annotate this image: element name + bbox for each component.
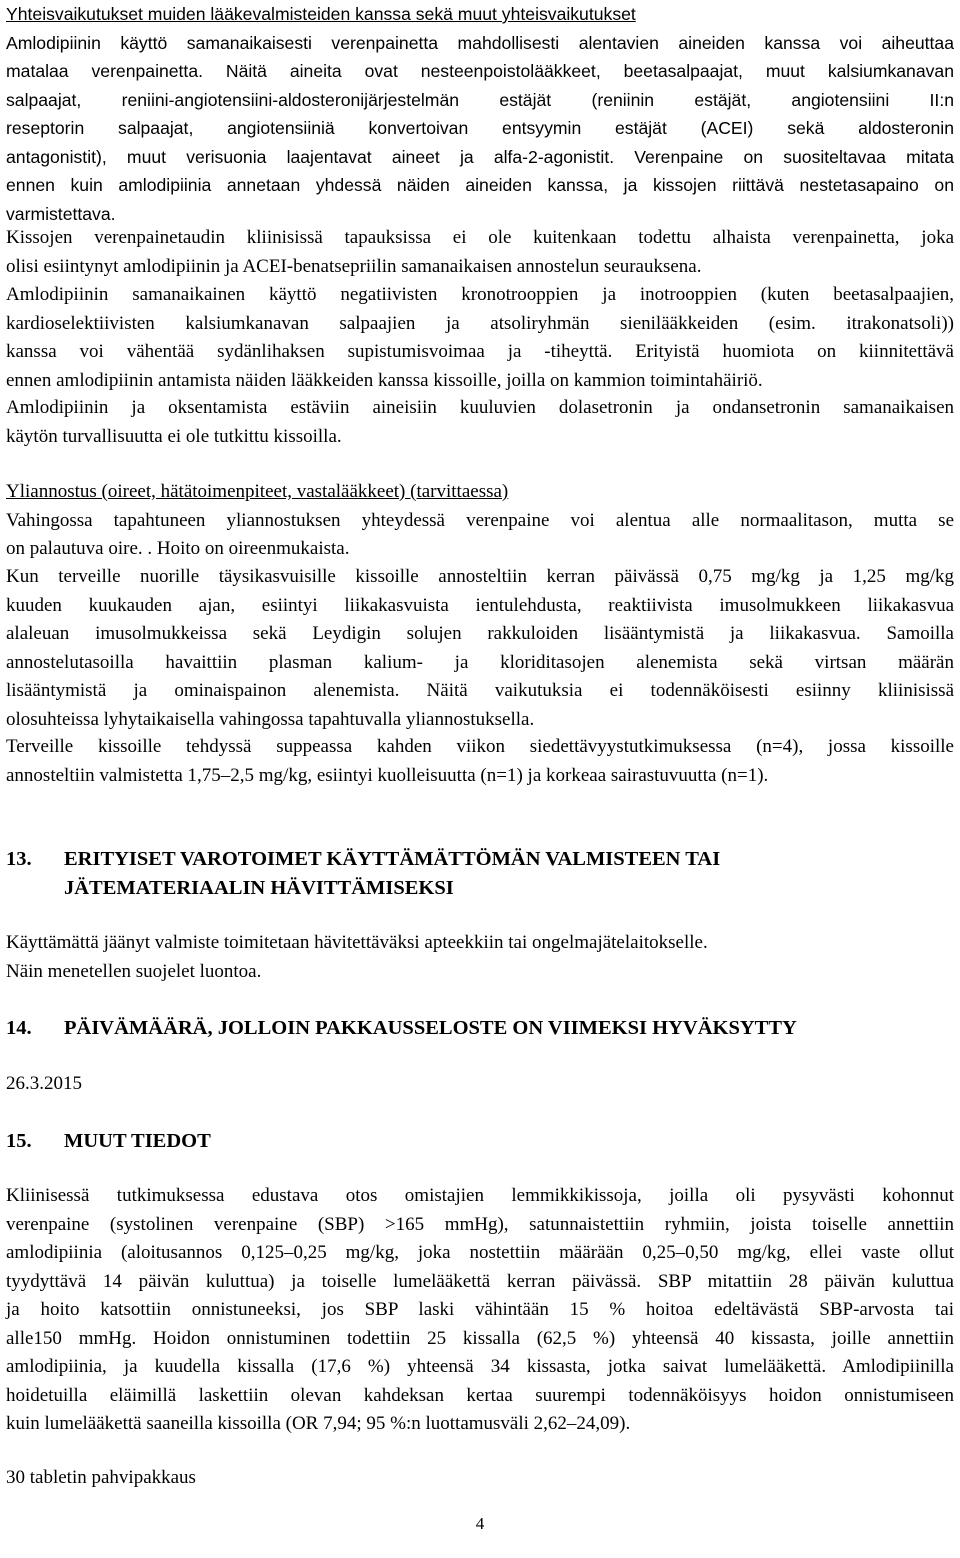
interactions-p4-line: Amlodipiinin ja oksentamista estäviin aineisiin kuuluvien dolasetronin ja ondansetronin samanaikaisen — [6, 397, 954, 418]
overdose-p2-line: annostelutasoilla havaittiin plasman kalium- ja kloriditasojen alenemista sekä virtsan määrän — [6, 651, 954, 673]
section-14-number: 14. — [6, 1017, 32, 1039]
interactions-p3-line: ennen amlodipiinin antamista näiden lääkkeiden kanssa kissoille, joilla on kammion toimintahäiriö. — [6, 369, 763, 391]
overdose-p3-line: Terveille kissoille tehdyssä suppeassa kahden viikon siedettävyystutkimuksessa (n=4), jossa kissoille — [6, 736, 954, 757]
section-13-line: Näin menetellen suojelet luontoa. — [6, 960, 262, 982]
interactions-paragraph-2 — [6, 224, 954, 281]
overdose-paragraph-3 — [6, 733, 954, 790]
interactions-p1-line: ennen kuin amlodipiinia annetaan yhdessä näiden aineiden kanssa, ja kissojen riittävä nestetasapaino on — [6, 175, 954, 195]
section-15-line: ja hoito katsottiin onnistuneeksi, jos SBP laski vähintään 15 % hoitoa edeltävästä SBP-arvosta tai — [6, 1299, 954, 1320]
package-size: 30 tabletin pahvipakkaus — [6, 1467, 196, 1488]
section-14-title: PÄIVÄMÄÄRÄ, JOLLOIN PAKKAUSSELOSTE ON VIIMEKSI HYVÄKSYTTY — [64, 1017, 797, 1039]
overdose-p2-line: Kun terveille nuorille täysikasvuisille kissoille annosteltiin kerran päivässä 0,75 mg/kg ja 1,25 mg/kg — [6, 566, 954, 587]
interactions-heading: Yhteisvaikutukset muiden lääkevalmisteiden kanssa sekä muut yhteisvaikutukset — [6, 4, 636, 24]
overdose-section — [6, 478, 954, 564]
section-13-number: 13. — [6, 848, 32, 870]
section-15-line: hoidetuilla eläimillä laskettiin olevan kahdeksan kertaa suurempi todennäköisyys hoidon onnistumiseen — [6, 1384, 954, 1406]
interactions-p1-line: Amlodipiinin käyttö samanaikaisesti verenpainetta mahdollisesti alentavien aineiden kanssa voi aiheuttaa — [6, 32, 954, 53]
overdose-heading: Yliannostus (oireet, hätätoimenpiteet, vastalääkkeet) (tarvittaessa) — [6, 481, 509, 502]
section-15-line: alle150 mmHg. Hoidon onnistuminen todettiin 25 kissalla (62,5 %) yhteensä 40 kissasta, joille annettiin — [6, 1327, 954, 1349]
interactions-p1-line: antagonistit), muut verisuonia laajentavat aineet ja alfa-2-agonistit. Verenpaine on suositeltavaa mitata — [6, 146, 954, 167]
package-info — [6, 1464, 954, 1493]
interactions-p3-line: kanssa voi vähentää sydänlihaksen supistumisvoimaa ja -tiheyttä. Erityistä huomiota on kiinnitettävä — [6, 341, 954, 362]
interactions-p3-line: kardioselektiivisten kalsiumkanavan salpaajien ja atsoliryhmän sienilääkkeiden (esim. itrakonatsoli)) — [6, 312, 954, 334]
interactions-p2-line: olisi esiintynyt amlodipiinin ja ACEI-benatsepriilin samanaikaisen annostelun seurauksena. — [6, 255, 702, 277]
interactions-section — [6, 0, 954, 228]
section-15-body — [6, 1182, 954, 1439]
section-15-line: amlodipiinia, ja kuudella kissalla (17,6 %) yhteensä 34 kissasta, jotka saivat lumelääkettä. Amlodipiinilla — [6, 1356, 954, 1377]
overdose-p2-line: kuuden kuukauden ajan, esiintyi liikakasvuista ientulehdusta, reaktiivista imusolmukkeen liikakasvua — [6, 594, 954, 616]
section-15-line: verenpaine (systolinen verenpaine (SBP) >165 mmHg), satunnaistettiin ryhmiin, joista toiselle annettiin — [6, 1213, 954, 1235]
section-13-body — [6, 929, 954, 986]
section-13-title-cont: JÄTEMATERIAALIN HÄVITTÄMISEKSI — [64, 876, 454, 899]
overdose-p2-line: lisääntymistä ja ominaispainon alenemista. Näitä vaikutuksia ei todennäköisesti esiinny kliinisissä — [6, 680, 954, 701]
section-14-body — [6, 1070, 954, 1099]
approval-date: 26.3.2015 — [6, 1073, 82, 1094]
section-15-title: MUUT TIEDOT — [64, 1130, 211, 1152]
section-13-heading — [6, 845, 720, 902]
interactions-p1-line: matalaa verenpainetta. Näitä aineita ovat nesteenpoistolääkkeet, beetasalpaajat, muut kalsiumkanavan — [6, 61, 954, 81]
section-15-heading — [6, 1127, 211, 1156]
overdose-p2-line: olosuhteissa lyhytaikaisella vahingossa tapahtuvalla yliannostuksella. — [6, 708, 535, 730]
interactions-p3-line: Amlodipiinin samanaikainen käyttö negatiivisten kronotrooppien ja inotrooppien (kuten beetasalpaajien, — [6, 284, 954, 305]
interactions-p4-line: käytön turvallisuutta ei ole tutkittu kissoilla. — [6, 425, 342, 447]
interactions-paragraph-3 — [6, 281, 954, 395]
overdose-paragraph-2 — [6, 563, 954, 734]
section-15-line: amlodipiinia (aloitusannos 0,125–0,25 mg/kg, joka nostettiin määrään 0,25–0,50 mg/kg, ellei vaste ollut — [6, 1242, 954, 1263]
overdose-p3-line: annosteltiin valmistetta 1,75–2,5 mg/kg, esiintyi kuolleisuutta (n=1) ja korkeaa sairastuvuutta (n=1). — [6, 764, 769, 786]
page-number: 4 — [475, 1514, 485, 1533]
section-13-title: ERITYISET VAROTOIMET KÄYTTÄMÄTTÖMÄN VALMISTEEN TAI — [64, 848, 721, 870]
section-14-heading — [6, 1014, 797, 1043]
overdose-p2-line: alaleuan imusolmukkeissa sekä Leydigin solujen rakkuloiden lisääntymistä ja liikakasvua. Samoilla — [6, 623, 954, 644]
section-15-line: tyydyttävä 14 päivän kuluttua) ja toiselle lumelääkettä kerran päivässä. SBP mitattiin 28 päivän kuluttua — [6, 1270, 954, 1292]
interactions-p1-line: varmistettava. — [6, 203, 116, 224]
section-15-line: Kliinisessä tutkimuksessa edustava otos omistajien lemmikkikissoja, joilla oli pysyvästi kohonnut — [6, 1185, 954, 1206]
section-13-line: Käyttämättä jäänyt valmiste toimitetaan hävitettäväksi apteekkiin tai ongelmajätelaitokselle. — [6, 932, 708, 953]
section-15-line: kuin lumelääkettä saaneilla kissoilla (OR 7,94; 95 %:n luottamusväli 2,62–24,09). — [6, 1413, 631, 1434]
interactions-p2-line: Kissojen verenpainetaudin kliinisissä tapauksissa ei ole kuitenkaan todettu alhaista verenpainetta, joka — [6, 227, 954, 248]
section-15-number: 15. — [6, 1130, 32, 1152]
interactions-p1-line: salpaajat, reniini-angiotensiini-aldosteronijärjestelmän estäjät (reniinin estäjät, angiotensiini II:n — [6, 89, 954, 110]
interactions-p1-line: reseptorin salpaajat, angiotensiiniä konvertoivan entsyymin estäjät (ACEI) sekä aldosteronin — [6, 118, 954, 138]
interactions-paragraph-4 — [6, 394, 954, 451]
overdose-p1-line: on palautuva oire. . Hoito on oireenmukaista. — [6, 538, 350, 559]
overdose-p1-line: Vahingossa tapahtuneen yliannostuksen yhteydessä verenpaine voi alentua alle normaalitason, mutta se — [6, 509, 954, 531]
